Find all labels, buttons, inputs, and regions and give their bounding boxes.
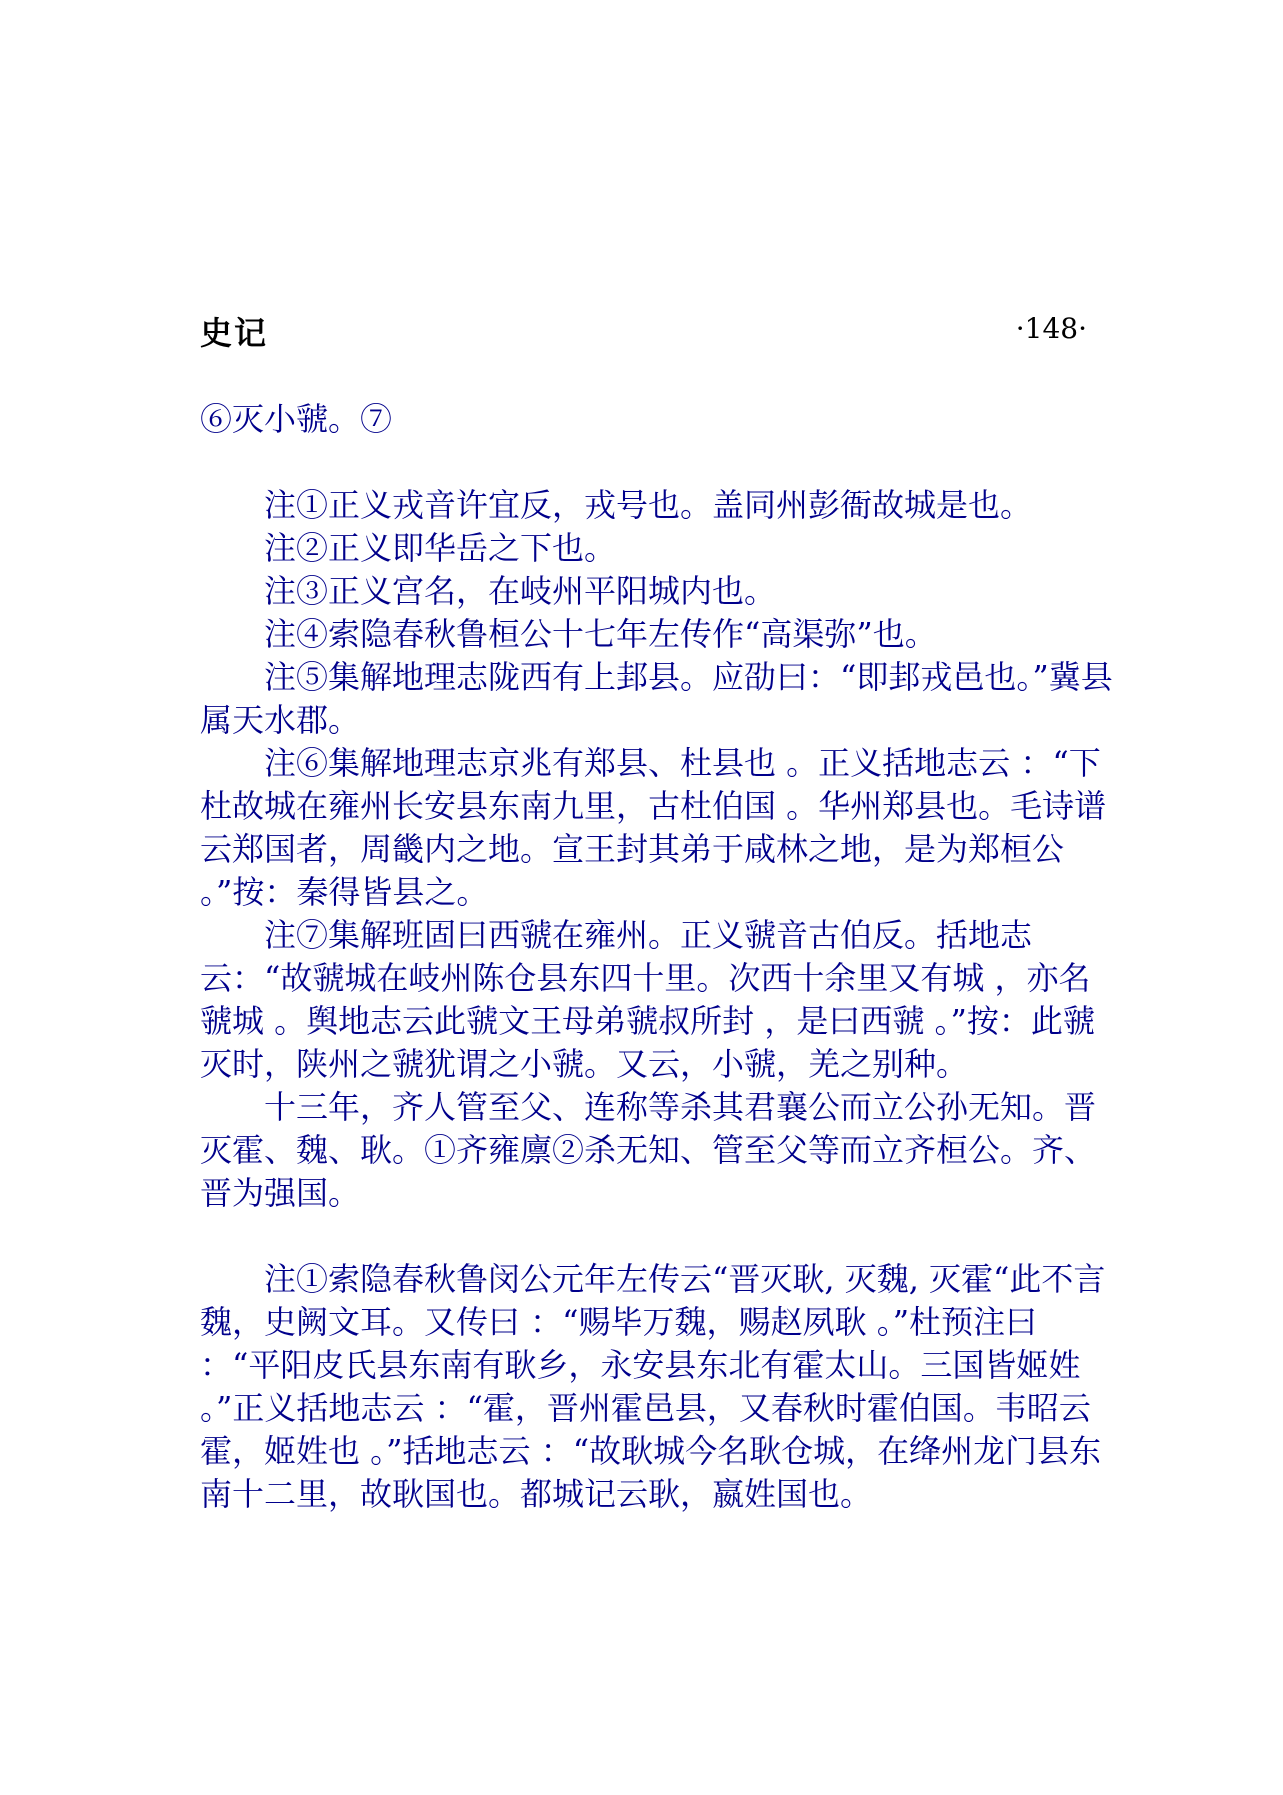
text-paragraph: 注①正义戎音许宜反，戎号也。盖同州彭衙故城是也。 (264, 486, 1033, 524)
page-body (200, 398, 1120, 1516)
page-number: ·148· (1015, 312, 1087, 345)
book-title: 史记 (200, 314, 269, 352)
text-paragraph: 注⑤集解地理志陇西有上邽县。应劭曰：“即邽戎邑也。”冀县属天水郡。 (200, 658, 1113, 739)
continuation-line: ⑥灭小虢。⑦ (200, 400, 393, 438)
text-paragraph: 注⑦集解班固曰西虢在雍州。正义虢音古伯反。括地志云：“故虢城在岐州陈仓县东四十里。次西十余里又有城 ，亦名虢城 。舆地志云此虢文王母弟虢叔所封 ，是曰西虢 。”按：此虢灭时，陕州之虢犹谓之小虢。又云，小虢，羌之别种。 (200, 916, 1095, 1083)
text-paragraph: 注⑥集解地理志京兆有郑县、杜县也 。正义括地志云 ：“下杜故城在雍州长安县东南九里，古杜伯国 。华州郑县也。毛诗谱云郑国者，周畿内之地。宣王封其弟于咸林之地，是为郑桓公 。”按：秦得皆县之。 (200, 744, 1107, 911)
text-paragraph: 注④索隐春秋鲁桓公十七年左传作“高渠弥”也。 (264, 615, 937, 653)
text-paragraph: 注③正义宫名，在岐州平阳城内也。 (264, 572, 777, 610)
text-paragraph: 十三年，齐人管至父、连称等杀其君襄公而立公孙无知。晋灭霍、魏、耿。①齐雍廪②杀无知、管至父等而立齐桓公。齐、晋为强国。 (200, 1088, 1097, 1212)
text-paragraph: 注①索隐春秋鲁闵公元年左传云“晋灭耿, 灭魏, 灭霍“此不言魏，史阙文耳。又传曰 ：“赐毕万魏，赐赵夙耿 。”杜预注曰 ：“平阳皮氏县东南有耿乡，永安县东北有霍太山。三国皆姬姓 。”正义括地志云 ：“霍，晋州霍邑县，又春秋时霍伯国。韦昭云霍，姬姓也 。”括地志云 ：“故耿城今名耿仓城，在绛州龙门县东南十二里，故耿国也。都城记云耿，嬴姓国也。 (200, 1260, 1106, 1513)
text-paragraph: 注②正义即华岳之下也。 (264, 529, 617, 567)
